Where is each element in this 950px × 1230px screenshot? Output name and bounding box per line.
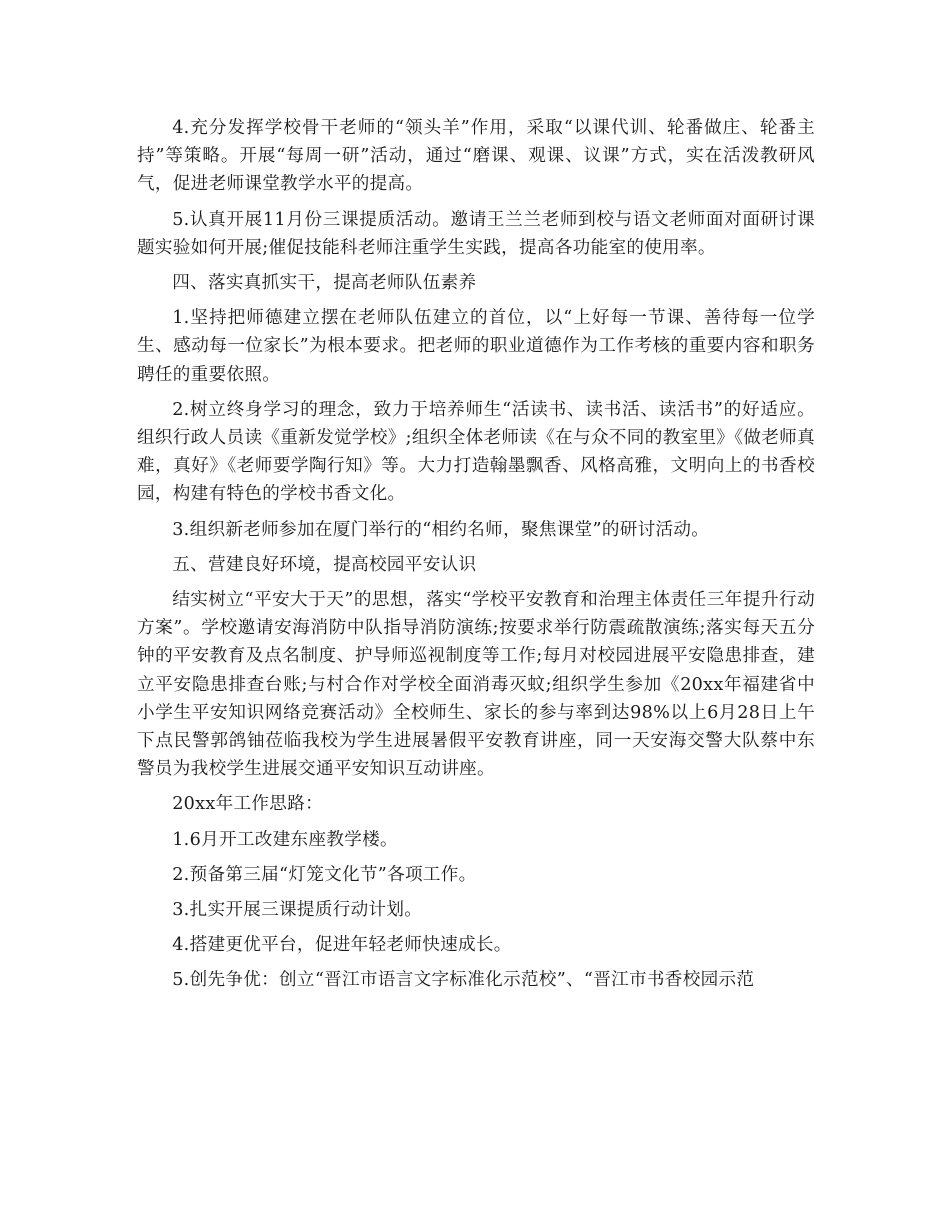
section-heading-4: 四、落实真抓实干，提高老师队伍素养: [172, 273, 477, 294]
paragraph-item-2-lifelong-learning: 2.树立终身学习的理念，致力于培养师生“活读书、读书活、读活书”的好适应。组织行政人员读《重新发觉学校》;组织全体老师读《在与众不同的教室里》《做老师真难，真好》《老师要学陶行知》等。大力打造翰墨飘香、风格高雅，文明向上的书香校园，构建有特色的学校书香文化。: [137, 399, 815, 505]
paragraph-item-4-backbone-teachers: 4.充分发挥学校骨干老师的“领头羊”作用，采取“以课代训、轮番做庄、轮番主持”等策略。开展“每周一研”活动，通过“磨课、观课、议课”方式，实在活泼教研风气，促进老师课堂教学水平的提高。: [137, 118, 815, 195]
section-heading-5: 五、营建良好环境，提高校园平安认识: [172, 554, 477, 575]
plan-item-1: 1.6月开工改建东座教学楼。: [172, 829, 398, 850]
document-body: [137, 114, 815, 995]
paragraph-item-3-new-teachers: 3.组织新老师参加在厦门举行的“相约名师，聚焦课堂”的研讨活动。: [172, 519, 710, 540]
work-plan-heading: 20xx年工作思路：: [172, 794, 323, 815]
plan-item-2: 2.预备第三届“灯笼文化节”各项工作。: [172, 864, 477, 885]
plan-item-3: 3.扎实开展三课提质行动计划。: [172, 900, 423, 921]
paragraph-safety: 结实树立“平安大于天”的思想，落实“学校平安教育和治理主体责任三年提升行动方案”。学校邀请安海消防中队指导消防演练;按要求举行防震疏散演练;落实每天五分钟的平安教育及点名制度、护导师巡视制度等工作;每月对校园进展平安隐患排查，建立平安隐患排查台账;与村合作对学校全面消毒灭蚊;组织学生参加《20xx年福建省中小学生平安知识网络竞赛活动》全校师生、家长的参与率到达98%以上6月28日上午下点民警郭鸽铀莅临我校为学生进展暑假平安教育讲座，同一天安海交警大队蔡中东警员为我校学生进展交通平安知识互动讲座。: [137, 590, 815, 780]
paragraph-item-1-teacher-ethics: 1.坚持把师德建立摆在老师队伍建立的首位，以“上好每一节课、善待每一位学生、感动每一位家长”为根本要求。把老师的职业道德作为工作考核的重要内容和职务聘任的重要依照。: [137, 308, 815, 385]
paragraph-item-5-three-lessons: 5.认真开展11月份三课提质活动。邀请王兰兰老师到校与语文老师面对面研讨课题实验如何开展;催促技能科老师注重学生实践，提高各功能室的使用率。: [137, 209, 815, 258]
plan-item-5: 5.创先争优：创立“晋江市语言文字标准化示范校”、“晋江市书香校园示范: [172, 970, 755, 991]
plan-item-4: 4.搭建更优平台，促进年轻老师快速成长。: [172, 935, 512, 956]
